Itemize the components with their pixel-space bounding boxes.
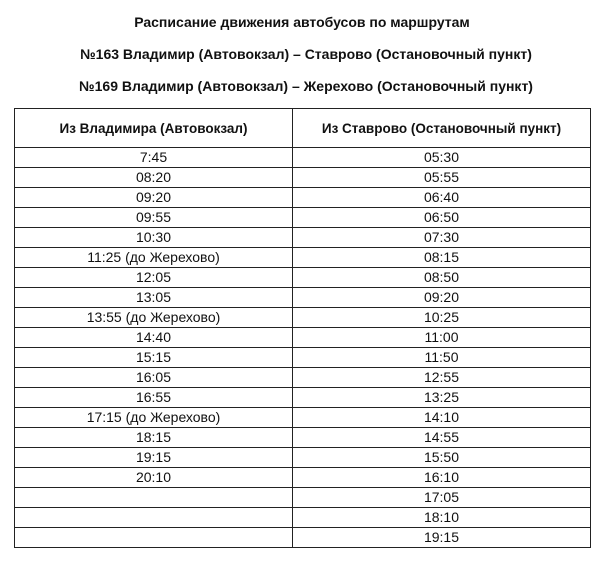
table-row (15, 268, 591, 288)
departure-from-stavrovo: 18:10 (293, 508, 591, 528)
departure-from-stavrovo: 09:20 (293, 288, 591, 308)
departure-from-vladimir (15, 508, 293, 528)
departure-from-stavrovo: 12:55 (293, 368, 591, 388)
table-row (15, 248, 591, 268)
table-row (15, 448, 591, 468)
departure-from-stavrovo: 14:10 (293, 408, 591, 428)
departure-from-stavrovo: 19:15 (293, 528, 591, 548)
departure-from-vladimir: 09:55 (15, 208, 293, 228)
departure-from-stavrovo: 14:55 (293, 428, 591, 448)
table-row (15, 388, 591, 408)
departure-from-vladimir: 16:05 (15, 368, 293, 388)
departure-from-stavrovo: 11:50 (293, 348, 591, 368)
table-row (15, 168, 591, 188)
departure-from-stavrovo: 16:10 (293, 468, 591, 488)
departure-from-stavrovo: 06:50 (293, 208, 591, 228)
departure-from-vladimir: 17:15 (до Жерехово) (15, 408, 293, 428)
departure-from-vladimir (15, 528, 293, 548)
table-row (15, 188, 591, 208)
departure-from-stavrovo: 05:30 (293, 148, 591, 168)
table-row (15, 408, 591, 428)
schedule-body (15, 148, 591, 548)
table-row (15, 488, 591, 508)
departure-from-stavrovo: 13:25 (293, 388, 591, 408)
table-row (15, 508, 591, 528)
route-163-title: №163 Владимир (Автовокзал) – Ставрово (Остановочный пункт) (80, 46, 532, 62)
departure-from-vladimir: 08:20 (15, 168, 293, 188)
departure-from-stavrovo: 06:40 (293, 188, 591, 208)
route-169-title: №169 Владимир (Автовокзал) – Жерехово (Остановочный пункт) (79, 78, 533, 94)
departure-from-stavrovo: 07:30 (293, 228, 591, 248)
table-row (15, 288, 591, 308)
departure-from-stavrovo: 10:25 (293, 308, 591, 328)
departure-from-stavrovo: 11:00 (293, 328, 591, 348)
departure-from-stavrovo: 17:05 (293, 488, 591, 508)
table-row (15, 428, 591, 448)
table-row (15, 148, 591, 168)
departure-from-vladimir: 18:15 (15, 428, 293, 448)
departure-from-vladimir: 13:55 (до Жерехово) (15, 308, 293, 328)
table-row (15, 368, 591, 388)
departure-from-vladimir: 12:05 (15, 268, 293, 288)
table-row (15, 328, 591, 348)
departure-from-vladimir: 09:20 (15, 188, 293, 208)
schedule-title: Расписание движения автобусов по маршрутам (134, 14, 470, 30)
table-row (15, 468, 591, 488)
table-row (15, 228, 591, 248)
departure-from-vladimir (15, 488, 293, 508)
table-row (15, 528, 591, 548)
departure-from-vladimir: 15:15 (15, 348, 293, 368)
table-row (15, 208, 591, 228)
departure-from-vladimir: 11:25 (до Жерехово) (15, 248, 293, 268)
table-row (15, 308, 591, 328)
departure-from-stavrovo: 08:15 (293, 248, 591, 268)
column-header-from-stavrovo: Из Ставрово (Остановочный пункт) (293, 109, 591, 148)
departure-from-stavrovo: 08:50 (293, 268, 591, 288)
departure-from-vladimir: 19:15 (15, 448, 293, 468)
departure-from-vladimir: 16:55 (15, 388, 293, 408)
column-header-from-vladimir: Из Владимира (Автовокзал) (15, 109, 293, 148)
departure-from-vladimir: 10:30 (15, 228, 293, 248)
departure-from-vladimir: 20:10 (15, 468, 293, 488)
table-header-row (15, 109, 591, 148)
departure-from-vladimir: 14:40 (15, 328, 293, 348)
departure-from-vladimir: 7:45 (15, 148, 293, 168)
departure-from-stavrovo: 15:50 (293, 448, 591, 468)
table-row (15, 348, 591, 368)
schedule-table (14, 108, 591, 548)
departure-from-vladimir: 13:05 (15, 288, 293, 308)
departure-from-stavrovo: 05:55 (293, 168, 591, 188)
